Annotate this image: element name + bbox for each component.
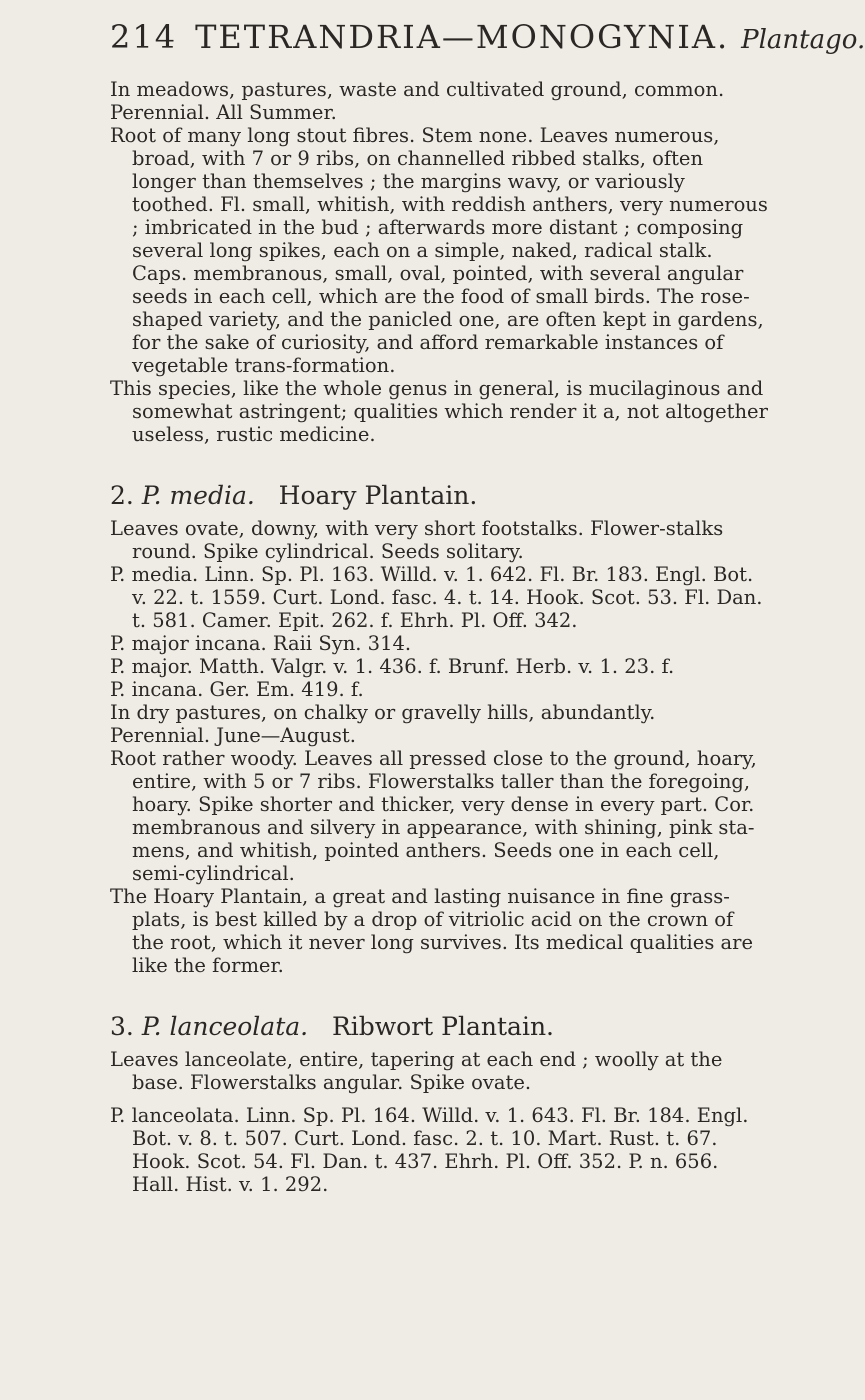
page-number: 214 [110, 18, 178, 56]
section-2-notes: The Hoary Plantain, a great and lasting nuisance in fine grass-plats, is best killed by a drop of vitriolic acid on the crown of the root, which it never long survives. Its medical qualities are like the former. [110, 885, 754, 977]
section-2-common-name: Hoary Plantain. [278, 481, 478, 510]
section-2-duration: Perennial. June—August. [110, 724, 356, 747]
intro-section [110, 78, 770, 446]
running-header [110, 18, 865, 56]
intro-description: Root of many long stout fibres. Stem none. Leaves numerous, broad, with 7 or 9 ribs, on channelled ribbed stalks, often longer than themselves ; the margins wavy, or variously toothed. Fl. small, whitish, with reddish anthers, very numerous ; imbricated in the bud ; afterwards more distant ; composing several long spikes, each on a simple, naked, radical stalk. Caps. membranous, small, oval, pointed, with several angular seeds in each cell, which are the food of small birds. The rose-shaped variety, and the panicled one, are often kept in gardens, for the sake of curiosity, and afford remarkable instances of vegetable trans-formation. [110, 124, 768, 377]
section-2-name: P. media. [141, 481, 255, 510]
section-2-habitat: In dry pastures, on chalky or gravelly hills, abundantly. [110, 701, 656, 724]
synonym-entry: P. major. Matth. Valgr. v. 1. 436. f. Brunf. Herb. v. 1. 23. f. [110, 655, 675, 678]
section-3-diagnosis: Leaves lanceolate, entire, tapering at each end ; woolly at the base. Flowerstalks angular. Spike ovate. [110, 1048, 723, 1094]
section-3-heading [110, 1012, 770, 1041]
section-2-synonyms [110, 563, 770, 701]
page-body [110, 78, 770, 1196]
section-3-common-name: Ribwort Plantain. [331, 1012, 554, 1041]
header-genus: Plantago. [741, 25, 865, 55]
intro-uses: This species, like the whole genus in general, is mucilaginous and somewhat astringent; qualities which render it a, not altogether useless, rustic medicine. [110, 377, 768, 446]
section-2-diagnosis: Leaves ovate, downy, with very short footstalks. Flower-stalks round. Spike cylindrical. Seeds solitary. [110, 517, 724, 563]
section-2-description: Root rather woody. Leaves all pressed close to the ground, hoary, entire, with 5 or 7 ribs. Flowerstalks taller than the foregoing, hoary. Spike shorter and thicker, very dense in every part. Cor. membranous and silvery in appearance, with shining, pink sta-mens, and whitish, pointed anthers. Seeds one in each cell, semi-cylindrical. [110, 747, 757, 885]
section-2-heading [110, 481, 770, 510]
synonym-entry: P. major incana. Raii Syn. 314. [110, 632, 412, 655]
intro-habitat: In meadows, pastures, waste and cultivated ground, common. [110, 78, 725, 101]
section-3-name: P. lanceolata. [141, 1012, 309, 1041]
header-title: TETRANDRIA—MONOGYNIA. [195, 18, 730, 56]
section-3-synonyms [110, 1104, 770, 1196]
synonym-entry: P. lanceolata. Linn. Sp. Pl. 164. Willd. v. 1. 643. Fl. Br. 184. Engl. Bot. v. 8. t. 507. Curt. Lond. fasc. 2. t. 10. Mart. Rust. t. 67. Hook. Scot. 54. Fl. Dan. t. 437. Ehrh. Pl. Off. 352. P. n. 656. Hall. Hist. v. 1. 292. [110, 1104, 749, 1196]
synonym-entry: P. incana. Ger. Em. 419. f. [110, 678, 364, 701]
section-2-number: 2. [110, 481, 134, 510]
synonym-entry: P. media. Linn. Sp. Pl. 163. Willd. v. 1. 642. Fl. Br. 183. Engl. Bot. v. 22. t. 1559. Curt. Lond. fasc. 4. t. 14. Hook. Scot. 53. Fl. Dan. t. 581. Camer. Epit. 262. f. Ehrh. Pl. Off. 342. [110, 563, 763, 632]
section-3-number: 3. [110, 1012, 134, 1041]
intro-duration: Perennial. All Summer. [110, 101, 337, 124]
